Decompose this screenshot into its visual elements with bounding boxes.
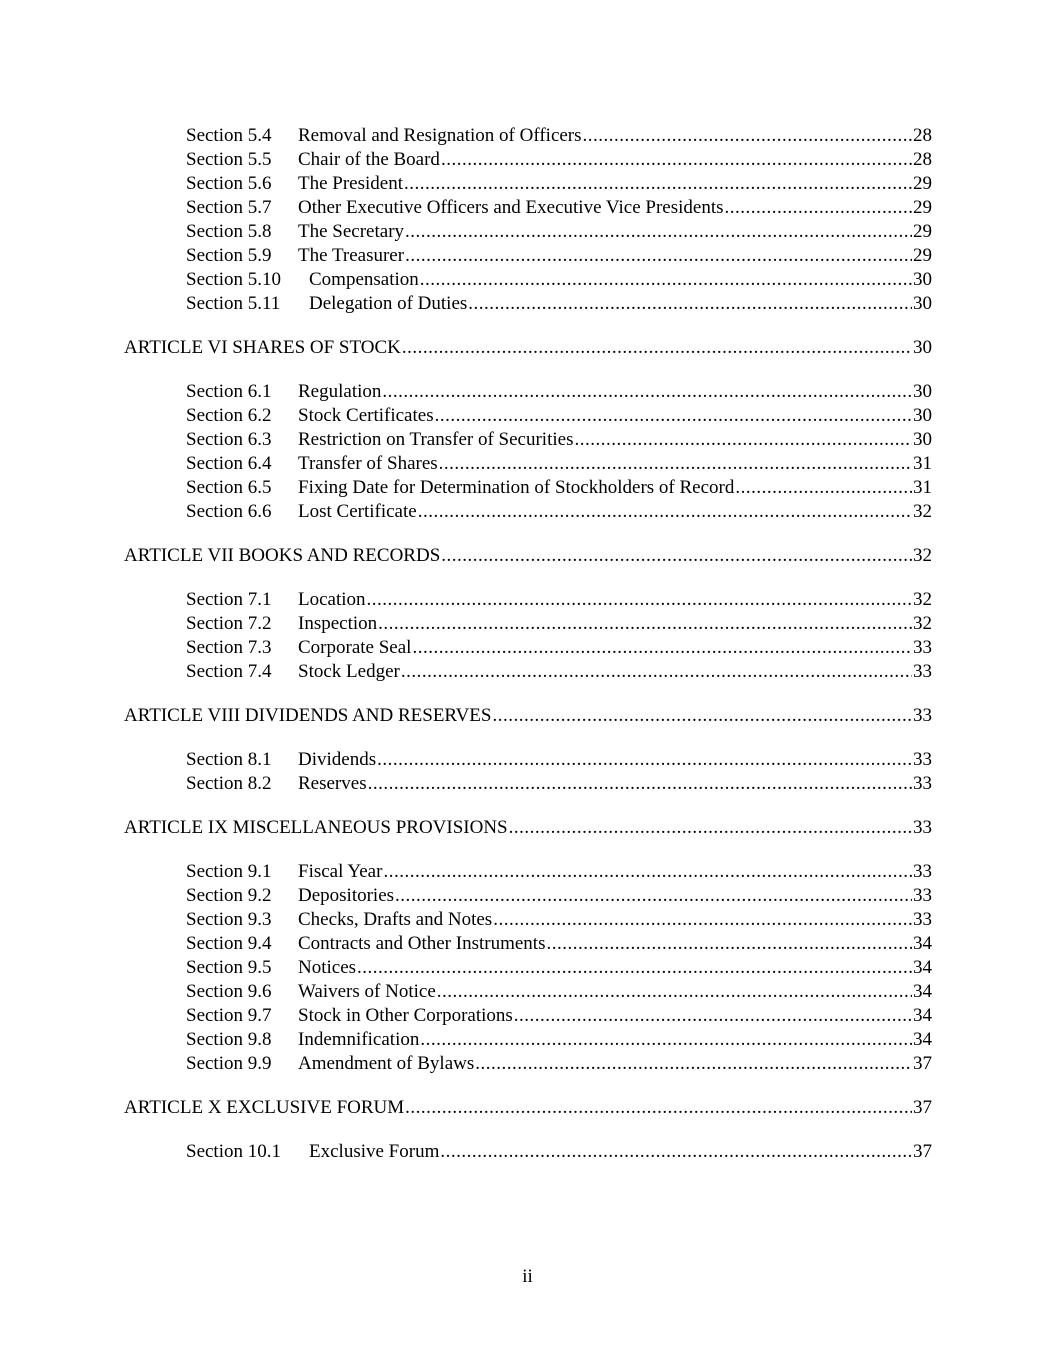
toc-page-number: 29 xyxy=(913,221,932,242)
toc-article-row xyxy=(124,704,932,728)
toc-page-number: 33 xyxy=(913,909,932,930)
toc-section-number: Section 5.6 xyxy=(186,173,272,194)
toc-section-title: Other Executive Officers and Executive Vice Presidents xyxy=(298,197,724,218)
toc-section-number: Section 6.5 xyxy=(186,477,272,498)
dot-leader xyxy=(440,1140,912,1164)
toc-page-number: 30 xyxy=(913,269,932,290)
toc-section-title: Delegation of Duties xyxy=(309,293,468,314)
dot-leader xyxy=(405,1096,912,1120)
toc-section-title: The President xyxy=(298,173,404,194)
toc-page-number: 30 xyxy=(913,381,932,402)
toc-section-number: Section 5.5 xyxy=(186,149,272,170)
dot-leader xyxy=(435,404,912,428)
toc-section-row xyxy=(124,196,932,220)
toc-section-row xyxy=(124,428,932,452)
toc-section-number: Section 6.3 xyxy=(186,429,272,450)
dot-leader xyxy=(725,196,912,220)
toc-section-title: Reserves xyxy=(298,773,367,794)
toc-article-title: ARTICLE IX MISCELLANEOUS PROVISIONS xyxy=(124,817,508,838)
toc-section-number: Section 5.9 xyxy=(186,245,272,266)
toc-article-row xyxy=(124,544,932,568)
toc-section-title: Compensation xyxy=(309,269,419,290)
toc-section-title: Stock Ledger xyxy=(298,661,400,682)
toc-section-number: Section 9.9 xyxy=(186,1053,272,1074)
toc-section-row xyxy=(124,124,932,148)
toc-page-number: 31 xyxy=(913,453,932,474)
toc-section-row xyxy=(124,452,932,476)
dot-leader xyxy=(441,544,912,568)
dot-leader xyxy=(404,172,912,196)
toc-section-number: Section 10.1 xyxy=(186,1141,281,1162)
dot-leader xyxy=(378,612,912,636)
dot-leader xyxy=(574,428,912,452)
toc-section-number: Section 5.8 xyxy=(186,221,272,242)
toc-page-number: 37 xyxy=(913,1053,932,1074)
toc-section-row xyxy=(124,588,932,612)
toc-page-number: 33 xyxy=(913,749,932,770)
toc-section-number: Section 5.11 xyxy=(186,293,281,314)
toc-section-number: Section 9.2 xyxy=(186,885,272,906)
toc-page-number: 37 xyxy=(913,1141,932,1162)
dot-leader xyxy=(377,748,912,772)
toc-page-number: 32 xyxy=(913,589,932,610)
toc-section-row xyxy=(124,292,932,316)
toc-section-title: Contracts and Other Instruments xyxy=(298,933,546,954)
toc-page-number: 29 xyxy=(913,197,932,218)
toc-section-number: Section 9.6 xyxy=(186,981,272,1002)
toc-section-number: Section 5.4 xyxy=(186,125,272,146)
toc-page-number: 33 xyxy=(913,885,932,906)
toc-page-number: 31 xyxy=(913,477,932,498)
toc-section-title: Regulation xyxy=(298,381,382,402)
dot-leader xyxy=(418,500,912,524)
dot-leader xyxy=(492,704,912,728)
toc-section-row xyxy=(124,932,932,956)
toc-section-number: Section 9.1 xyxy=(186,861,272,882)
toc-section-title: Checks, Drafts and Notes xyxy=(298,909,493,930)
table-of-contents xyxy=(124,124,932,1164)
toc-page-number: 33 xyxy=(913,773,932,794)
toc-section-number: Section 6.6 xyxy=(186,501,272,522)
toc-section-title: Stock in Other Corporations xyxy=(298,1005,513,1026)
toc-article-title: ARTICLE X EXCLUSIVE FORUM xyxy=(124,1097,405,1118)
toc-section-number: Section 6.1 xyxy=(186,381,272,402)
toc-section-title: Exclusive Forum xyxy=(309,1141,440,1162)
dot-leader xyxy=(383,860,912,884)
toc-page-number: 34 xyxy=(913,981,932,1002)
toc-section-row xyxy=(124,956,932,980)
toc-page-number: 29 xyxy=(913,173,932,194)
toc-page-number: 33 xyxy=(913,817,932,838)
dot-leader xyxy=(401,660,912,684)
toc-page-number: 30 xyxy=(913,337,932,358)
toc-page-number: 34 xyxy=(913,957,932,978)
toc-section-number: Section 7.2 xyxy=(186,613,272,634)
toc-section-number: Section 5.10 xyxy=(186,269,281,290)
dot-leader xyxy=(405,244,912,268)
toc-article-row xyxy=(124,336,932,360)
toc-page-number: 37 xyxy=(913,1097,932,1118)
toc-section-number: Section 5.7 xyxy=(186,197,272,218)
dot-leader xyxy=(412,636,912,660)
toc-section-row xyxy=(124,476,932,500)
toc-section-title: The Secretary xyxy=(298,221,405,242)
dot-leader xyxy=(493,908,912,932)
toc-page-number: 33 xyxy=(913,661,932,682)
toc-section-title: Amendment of Bylaws xyxy=(298,1053,475,1074)
toc-section-row xyxy=(124,148,932,172)
toc-page-number: 33 xyxy=(913,705,932,726)
toc-article-title: ARTICLE VIII DIVIDENDS AND RESERVES xyxy=(124,705,492,726)
toc-article-row xyxy=(124,1096,932,1120)
toc-section-row xyxy=(124,748,932,772)
toc-section-row xyxy=(124,380,932,404)
toc-section-number: Section 8.2 xyxy=(186,773,272,794)
toc-page-number: 29 xyxy=(913,245,932,266)
toc-article-title: ARTICLE VI SHARES OF STOCK xyxy=(124,337,401,358)
dot-leader xyxy=(583,124,912,148)
dot-leader xyxy=(735,476,912,500)
dot-leader xyxy=(382,380,912,404)
dot-leader xyxy=(437,980,912,1004)
toc-section-title: Stock Certificates xyxy=(298,405,434,426)
toc-section-title: Lost Certificate xyxy=(298,501,417,522)
toc-page-number: 30 xyxy=(913,429,932,450)
dot-leader xyxy=(420,1028,912,1052)
toc-section-row xyxy=(124,172,932,196)
toc-page-number: 32 xyxy=(913,501,932,522)
toc-section-number: Section 7.3 xyxy=(186,637,272,658)
toc-section-title: Chair of the Board xyxy=(298,149,440,170)
toc-section-row xyxy=(124,1028,932,1052)
toc-section-row xyxy=(124,1052,932,1076)
toc-section-title: Indemnification xyxy=(298,1029,420,1050)
toc-section-title: Fiscal Year xyxy=(298,861,383,882)
dot-leader xyxy=(468,292,912,316)
toc-section-row xyxy=(124,660,932,684)
dot-leader xyxy=(509,816,912,840)
toc-section-title: Fixing Date for Determination of Stockholders of Record xyxy=(298,477,735,498)
toc-page-number: 34 xyxy=(913,933,932,954)
toc-section-title: Dividends xyxy=(298,749,377,770)
toc-section-title: Corporate Seal xyxy=(298,637,412,658)
toc-section-row xyxy=(124,980,932,1004)
dot-leader xyxy=(420,268,912,292)
toc-page-number: 28 xyxy=(913,149,932,170)
toc-section-title: Inspection xyxy=(298,613,378,634)
toc-article-title: ARTICLE VII BOOKS AND RECORDS xyxy=(124,545,441,566)
toc-section-title: Location xyxy=(298,589,366,610)
toc-section-row xyxy=(124,404,932,428)
toc-section-title: Depositories xyxy=(298,885,395,906)
toc-section-number: Section 9.8 xyxy=(186,1029,272,1050)
toc-section-row xyxy=(124,268,932,292)
toc-section-title: Notices xyxy=(298,957,357,978)
toc-section-title: The Treasurer xyxy=(298,245,405,266)
toc-section-number: Section 9.7 xyxy=(186,1005,272,1026)
toc-article-row xyxy=(124,816,932,840)
toc-section-title: Restriction on Transfer of Securities xyxy=(298,429,574,450)
toc-section-row xyxy=(124,908,932,932)
toc-section-row xyxy=(124,244,932,268)
dot-leader xyxy=(514,1004,912,1028)
page-number: ii xyxy=(522,1266,533,1287)
toc-section-number: Section 9.4 xyxy=(186,933,272,954)
toc-section-title: Waivers of Notice xyxy=(298,981,436,1002)
toc-page-number: 32 xyxy=(913,545,932,566)
toc-page-number: 28 xyxy=(913,125,932,146)
toc-page-number: 34 xyxy=(913,1005,932,1026)
toc-section-row xyxy=(124,860,932,884)
toc-section-row xyxy=(124,1004,932,1028)
toc-section-row xyxy=(124,612,932,636)
dot-leader xyxy=(368,772,912,796)
toc-page-number: 34 xyxy=(913,1029,932,1050)
toc-page-number: 33 xyxy=(913,637,932,658)
toc-section-number: Section 6.2 xyxy=(186,405,272,426)
dot-leader xyxy=(405,220,912,244)
toc-page-number: 33 xyxy=(913,861,932,882)
toc-section-row xyxy=(124,636,932,660)
toc-section-row xyxy=(124,884,932,908)
toc-page-number: 30 xyxy=(913,405,932,426)
toc-section-row xyxy=(124,772,932,796)
toc-section-row xyxy=(124,500,932,524)
toc-section-number: Section 8.1 xyxy=(186,749,272,770)
toc-page-number: 30 xyxy=(913,293,932,314)
toc-section-number: Section 7.1 xyxy=(186,589,272,610)
toc-section-number: Section 7.4 xyxy=(186,661,272,682)
toc-section-title: Transfer of Shares xyxy=(298,453,438,474)
toc-section-number: Section 9.5 xyxy=(186,957,272,978)
dot-leader xyxy=(439,452,912,476)
dot-leader xyxy=(546,932,912,956)
toc-page-number: 32 xyxy=(913,613,932,634)
dot-leader xyxy=(475,1052,912,1076)
toc-section-number: Section 9.3 xyxy=(186,909,272,930)
dot-leader xyxy=(402,336,912,360)
dot-leader xyxy=(357,956,912,980)
toc-section-row xyxy=(124,1140,932,1164)
dot-leader xyxy=(395,884,912,908)
dot-leader xyxy=(441,148,912,172)
toc-section-title: Removal and Resignation of Officers xyxy=(298,125,582,146)
dot-leader xyxy=(367,588,912,612)
toc-section-row xyxy=(124,220,932,244)
toc-section-number: Section 6.4 xyxy=(186,453,272,474)
